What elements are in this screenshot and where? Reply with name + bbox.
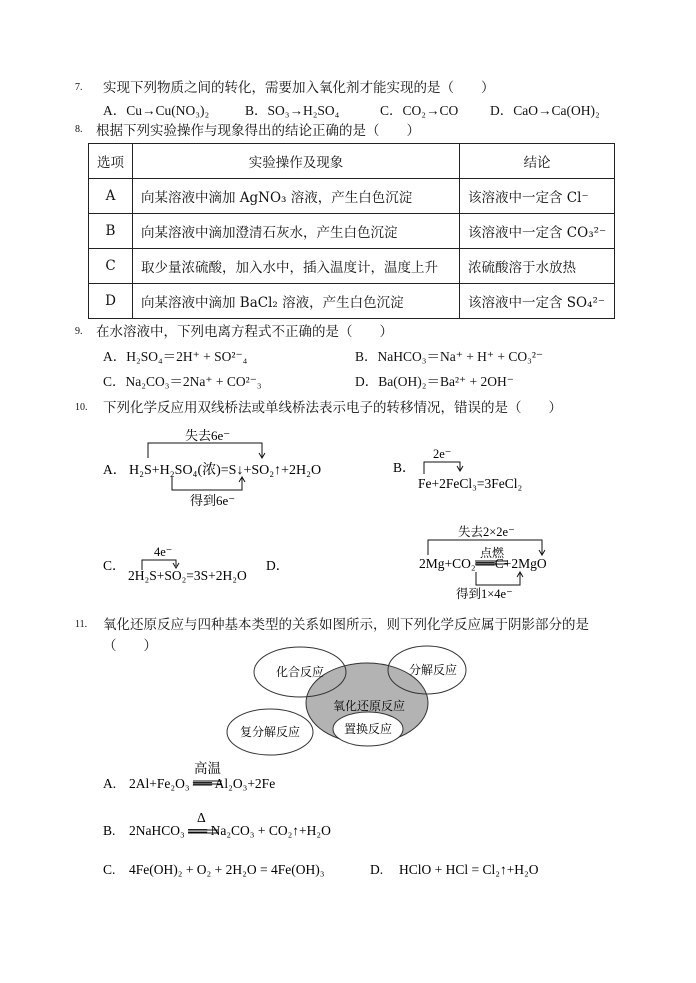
q11-a-label: A.: [103, 776, 117, 791]
q7-option-a: A．Cu→Cu(NO₃)₂: [103, 103, 210, 118]
q11-b-condition: Δ: [197, 810, 206, 825]
q8-number: 8.: [75, 124, 83, 135]
bridge-line-gain: [476, 572, 520, 585]
q11-c-equation: 4Fe(OH)₂ + O₂ + 2H₂O = 4Fe(OH)₃: [129, 862, 325, 877]
bridge-line-single: [424, 462, 460, 474]
q7-option-c: C．CO₂→CO: [380, 103, 459, 118]
table-cell-conclusion: 浓硫酸溶于水放热: [460, 249, 615, 284]
q9-option-a: A．H₂SO₄＝2H⁺ + SO²⁻₄: [103, 349, 248, 364]
combination-label: 化合反应: [276, 665, 325, 679]
q11-d-label: D.: [370, 862, 384, 877]
q7-number: 7.: [75, 82, 83, 93]
table-cell-option: A: [89, 179, 133, 214]
q10-a-lose-label: 失去6e⁻: [185, 428, 231, 443]
table-cell-option: B: [89, 214, 133, 249]
q10-a-gain-label: 得到6e⁻: [190, 493, 236, 508]
q10-d-lose-label: 失去2×2e⁻: [458, 525, 515, 539]
table-cell-operation: 取少量浓硫酸，加入水中，插入温度计，温度上升: [133, 249, 460, 284]
displacement-label: 置换反应: [344, 722, 393, 736]
q11-stem: 氧化还原反应与四种基本类型的关系如图所示，则下列化学反应属于阴影部分的是: [103, 617, 589, 633]
q10-a-label: A．: [103, 462, 127, 477]
q10-b-electrons: 2e⁻: [433, 447, 452, 461]
redox-label: 氧化还原反应: [333, 699, 406, 713]
double-decomposition-label: 复分解反应: [240, 725, 301, 739]
q7-option-b: B．SO₃→H₂SO₄: [245, 103, 340, 118]
table-cell-conclusion: 该溶液中一定含 SO₄²⁻: [460, 284, 615, 319]
q10-d-condition: 点燃: [480, 546, 505, 560]
q10-a-equation: H₂S+H₂SO₄(浓)=S↓+SO₂↑+2H₂O: [129, 463, 322, 478]
q10-d-equation: 2Mg+CO₂══C+2MgO: [419, 556, 547, 571]
table-cell-option: D: [89, 284, 133, 319]
table-cell-option: C: [89, 249, 133, 284]
bridge-line-gain: [172, 477, 242, 490]
q10-number: 10.: [75, 402, 88, 413]
table-header: 选项: [89, 144, 133, 179]
table-header: 结论: [460, 144, 615, 179]
bridge-line-lose: [148, 443, 262, 458]
q11-b-equation: 2NaHCO₃ ══ Na₂CO₃ + CO₂↑+H₂O: [129, 823, 331, 838]
table-cell-operation: 向某溶液中滴加 BaCl₂ 溶液，产生白色沉淀: [133, 284, 460, 319]
decomposition-label: 分解反应: [409, 663, 458, 677]
table-header: 实验操作及现象: [133, 144, 460, 179]
table-cell-conclusion: 该溶液中一定含 Cl⁻: [460, 179, 615, 214]
q11-d-equation: HClO + HCl = Cl₂↑+H₂O: [399, 862, 539, 877]
table-cell-conclusion: 该溶液中一定含 CO₃²⁻: [460, 214, 615, 249]
q7-stem: 实现下列物质之间的转化，需要加入氧化剂才能实现的是（ ）: [103, 80, 495, 96]
table-cell-operation: 向某溶液中滴加澄清石灰水，产生白色沉淀: [133, 214, 460, 249]
q10-d-label: D．: [266, 558, 290, 573]
q11-a-condition: 高温: [194, 761, 221, 776]
q10-c-electrons: 4e⁻: [154, 545, 173, 559]
q10-b-label: B．: [393, 460, 416, 475]
q10-stem: 下列化学反应用双线桥法或单线桥法表示电子的转移情况，错误的是（ ）: [103, 400, 562, 416]
q8-stem: 根据下列实验操作与现象得出的结论正确的是（ ）: [96, 123, 420, 139]
q11-c-label: C.: [103, 862, 116, 877]
table-cell-operation: 向某溶液中滴加 AgNO₃ 溶液，产生白色沉淀: [133, 179, 460, 214]
q11-b-label: B.: [103, 823, 116, 838]
q9-option-d: D．Ba(OH)₂＝Ba²⁺ + 2OH⁻: [355, 374, 514, 389]
q9-stem: 在水溶液中，下列电离方程式不正确的是（ ）: [96, 324, 393, 340]
q7-option-d: D．CaO→Ca(OH)₂: [490, 103, 600, 118]
q10-d-gain-label: 得到1×4e⁻: [456, 587, 513, 601]
q9-option-b: B．NaHCO₃＝Na⁺ + H⁺ + CO₃²⁻: [355, 349, 544, 364]
q11-a-equation: 2Al+Fe₂O₃ ══ Al₂O₃+2Fe: [129, 776, 276, 791]
q10-c-equation: 2H₂S+SO₂=3S+2H₂O: [128, 568, 247, 583]
q10-b-equation: Fe+2FeCl₃=3FeCl₂: [418, 476, 523, 491]
q9-number: 9.: [75, 326, 83, 337]
q10-c-label: C．: [103, 558, 126, 573]
q11-answer-paren: （ ）: [103, 638, 157, 654]
q9-option-c: C．Na₂CO₃＝2Na⁺ + CO²⁻₃: [103, 374, 262, 389]
q11-number: 11.: [75, 619, 88, 630]
